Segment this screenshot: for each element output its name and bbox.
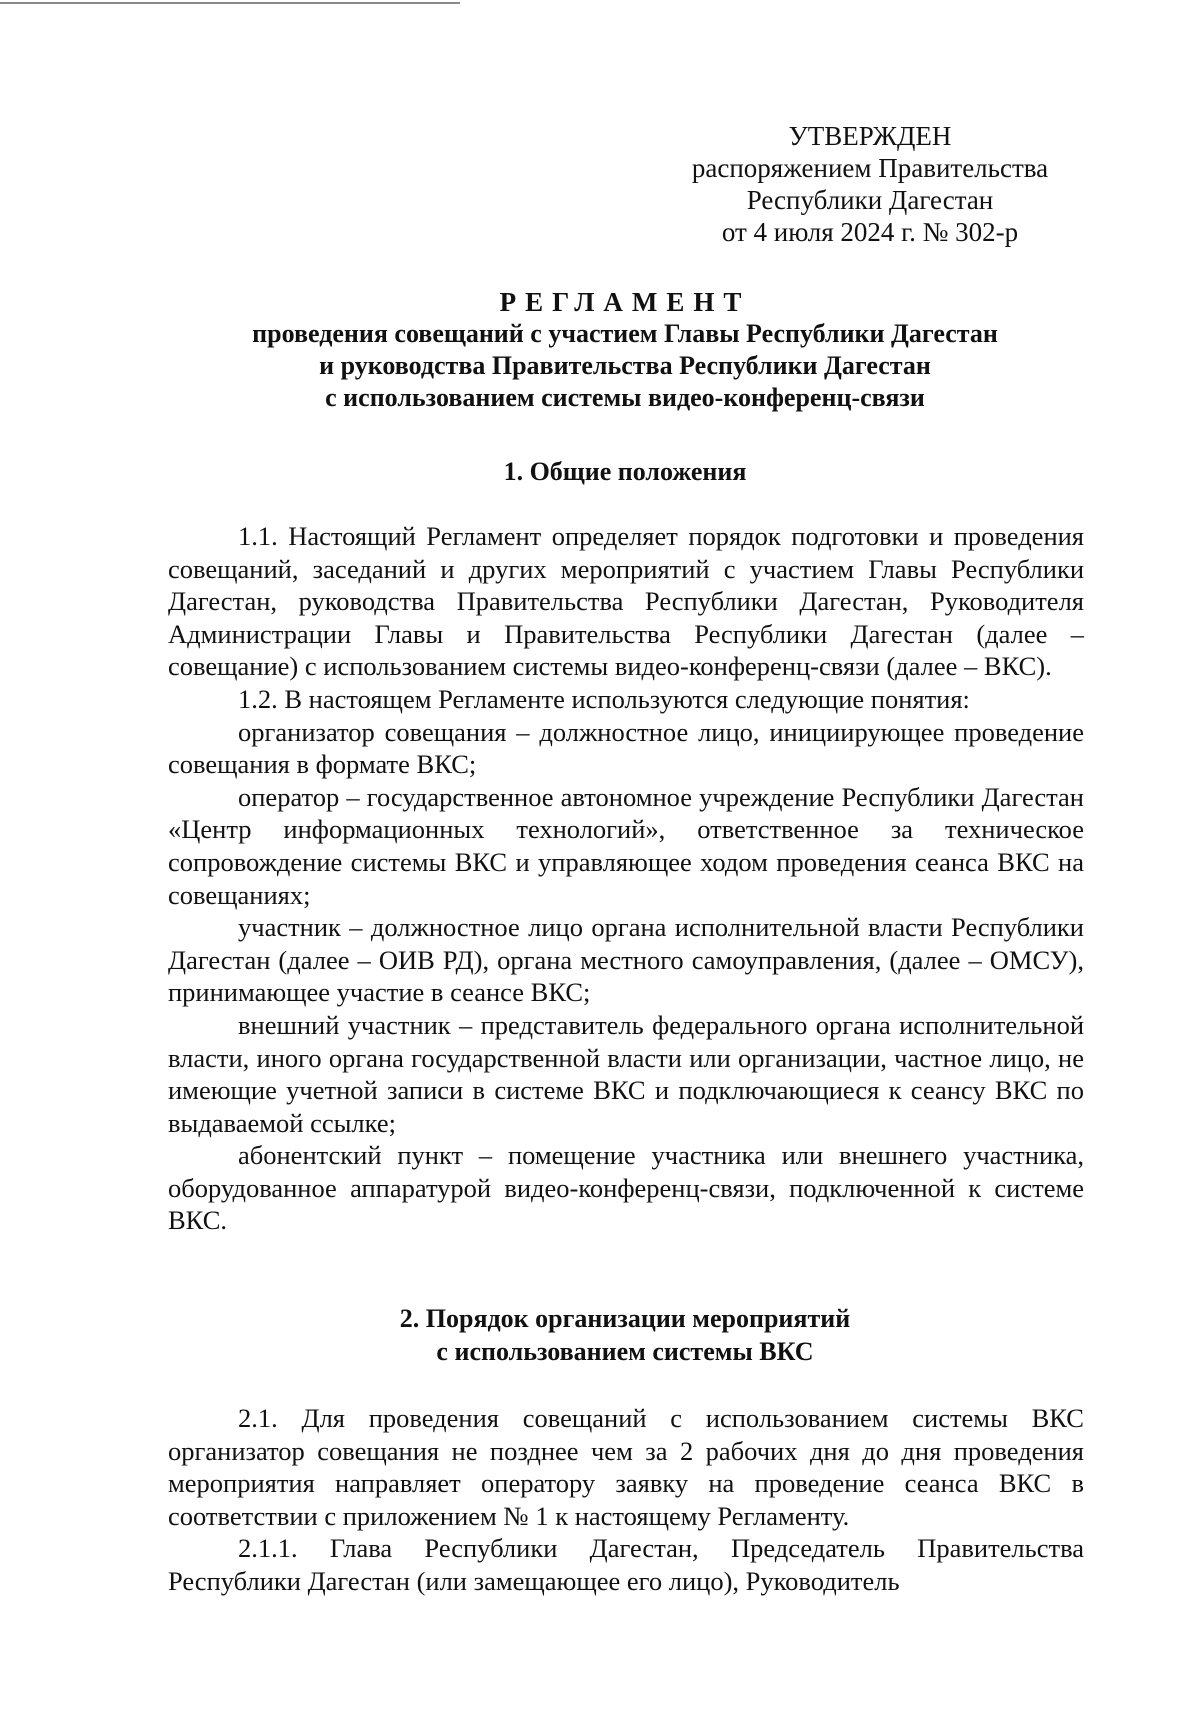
section-2-heading-line-1: 2. Порядок организации мероприятий [399,1304,851,1333]
approval-line-3: Республики Дагестан [746,185,994,215]
paragraph-2-1-1: 2.1.1. Глава Республики Дагестан, Председатель Правительства Республики Дагестан (или замещающее его лицо), Руководитель [168,1533,1084,1596]
approval-line-1: УТВЕРЖДЕН [788,121,952,151]
section-2-heading [160,1302,1090,1368]
document-title [160,286,1090,414]
definition-participant: участник – должностное лицо органа исполнительной власти Республики Дагестан (далее – ОИВ РД), органа местного самоуправления, (далее – ОМСУ), принимающее участие в сеансе ВКС; [168,912,1084,1008]
approval-stamp [660,120,1080,248]
definition-operator: оператор – государственное автономное учреждение Республики Дагестан «Центр информационных технологий», ответственное за техническое сопровождение системы ВКС и управляющее ходом проведения сеанса ВКС на совещаниях; [168,781,1084,910]
section-2-body [168,1402,1084,1598]
paragraph-1-2: 1.2. В настоящем Регламенте используются следующие понятия: [238,683,970,714]
approval-line-4: от 4 июля 2024 г. № 302-р [721,217,1019,247]
paragraph-1-1: 1.1. Настоящий Регламент определяет порядок подготовки и проведения совещаний, заседаний и других мероприятий с участием Главы Республики Дагестан, руководства Правительства Республики Дагестан, Руководителя Администрации Главы и Правительства Республики Дагестан (далее – совещание) с использованием системы видео-конференц-связи (далее – ВКС). [168,521,1084,682]
section-1-heading: 1. Общие положения [503,457,747,486]
approval-line-2: распоряжением Правительства [691,153,1049,183]
title-line-3: с использованием системы видео-конференц-связи [325,383,925,412]
title-main: РЕГЛАМЕНТ [499,287,751,317]
paragraph-2-1: 2.1. Для проведения совещаний с использованием системы ВКС организатор совещания не позднее чем за 2 рабочих дня до дня проведения мероприятия направляет оператору заявку на проведение сеанса ВКС в соответствии с приложением № 1 к настоящему Регламенту. [168,1403,1084,1531]
section-1-body [168,520,1084,1237]
section-2-heading-line-2: с использованием системы ВКС [436,1337,814,1366]
definition-organizer: организатор совещания – должностное лицо, инициирующее проведение совещания в формате ВКС; [168,716,1084,780]
title-line-2: и руководства Правительства Республики Дагестан [319,351,931,380]
scan-edge-line [0,2,460,4]
title-line-1: проведения совещаний с участием Главы Республики Дагестан [252,319,998,348]
definition-subscriber-point: абонентский пункт – помещение участника или внешнего участника, оборудованное аппаратурой видео-конференц-связи, подключенной к системе ВКС. [168,1140,1084,1236]
definition-external-participant: внешний участник – представитель федерального органа исполнительной власти, иного органа государственной власти или организации, частное лицо, не имеющие учетной записи в системе ВКС и подключающиеся к сеансу ВКС по выдаваемой ссылке; [168,1009,1084,1138]
